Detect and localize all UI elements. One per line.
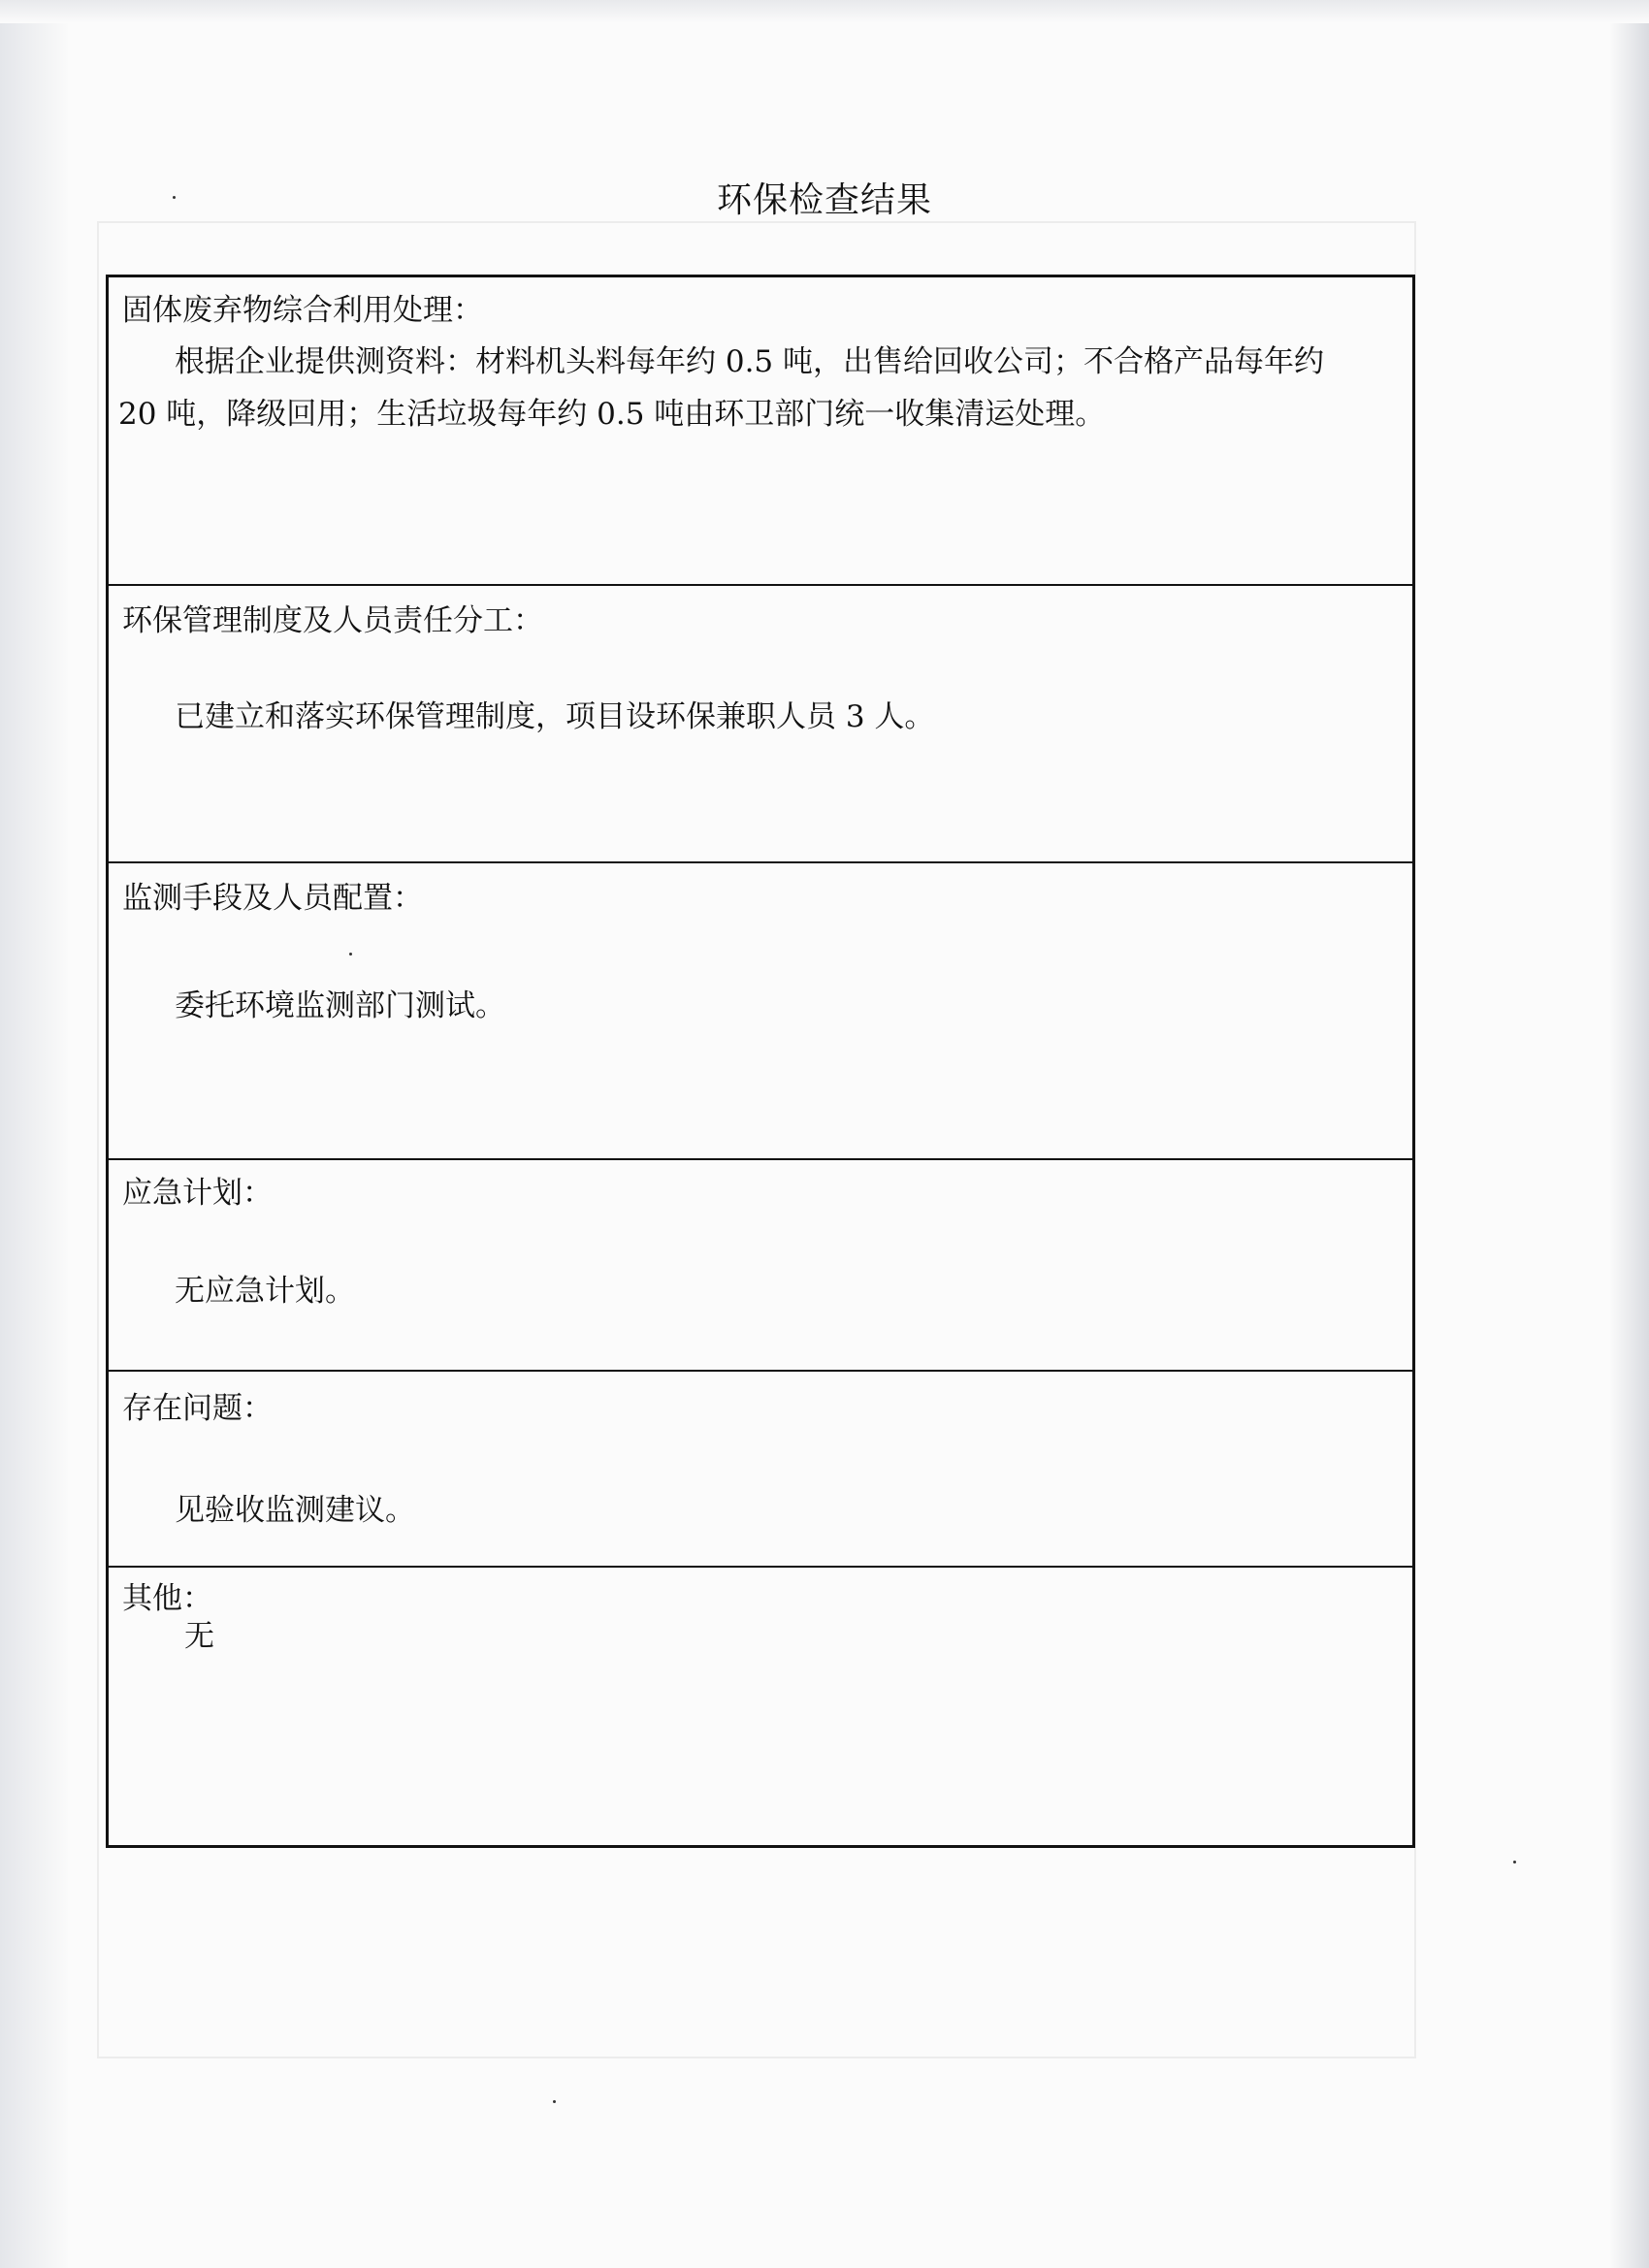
section-text-line: 见验收监测建议。 bbox=[175, 1493, 415, 1528]
section-management-system bbox=[109, 586, 1412, 863]
section-monitoring bbox=[109, 863, 1412, 1160]
scan-speck bbox=[173, 196, 176, 199]
scan-speck bbox=[349, 953, 352, 956]
scan-edge-right bbox=[1610, 0, 1649, 2268]
section-label: 存在问题： bbox=[122, 1391, 273, 1426]
scan-edge-left bbox=[0, 0, 68, 2268]
section-text-line: 无 bbox=[184, 1619, 214, 1654]
section-text-line: 已建立和落实环保管理制度，项目设环保兼职人员 3 人。 bbox=[175, 699, 935, 734]
section-text-line: 委托环境监测部门测试。 bbox=[175, 988, 505, 1023]
section-emergency-plan bbox=[109, 1160, 1412, 1372]
scan-speck bbox=[553, 2100, 556, 2103]
section-solid-waste bbox=[109, 277, 1412, 586]
section-text-line: 根据企业提供测资料：材料机头料每年约 0.5 吨，出售给回收公司；不合格产品每年约 bbox=[175, 344, 1325, 379]
section-issues bbox=[109, 1372, 1412, 1568]
inspection-form bbox=[106, 275, 1415, 1848]
section-label: 其他： bbox=[122, 1581, 212, 1616]
section-text-line: 20 吨，降级回用；生活垃圾每年约 0.5 吨由环卫部门统一收集清运处理。 bbox=[118, 397, 1106, 432]
scan-edge-top bbox=[0, 0, 1649, 23]
section-label: 应急计划： bbox=[122, 1176, 273, 1211]
section-label: 环保管理制度及人员责任分工： bbox=[122, 603, 543, 638]
section-label: 固体废弃物综合利用处理： bbox=[122, 293, 483, 328]
page-title: 环保检查结果 bbox=[716, 180, 932, 220]
section-label: 监测手段及人员配置： bbox=[122, 881, 423, 916]
section-text-line: 无应急计划。 bbox=[175, 1274, 355, 1309]
scan-speck bbox=[1513, 1861, 1516, 1863]
section-other bbox=[109, 1568, 1412, 1845]
